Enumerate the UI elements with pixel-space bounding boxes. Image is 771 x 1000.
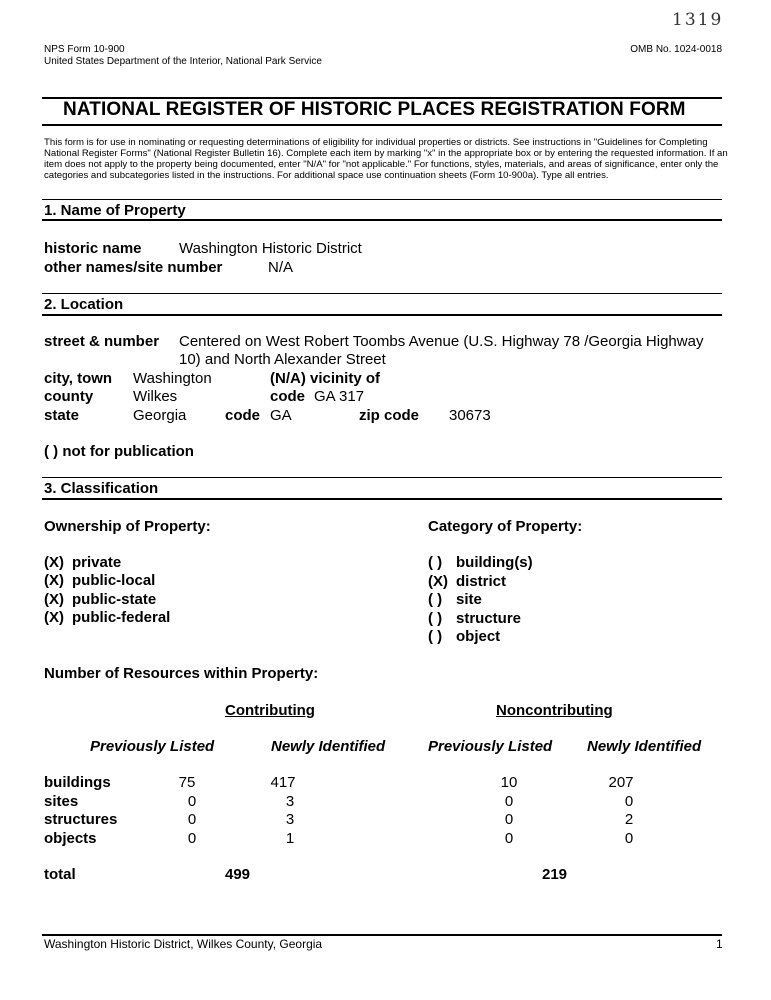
- page-number: 1: [716, 937, 723, 951]
- historic-name-label: historic name: [44, 240, 142, 257]
- noncontributing-previous-cell: 10: [500, 774, 518, 791]
- vicinity-field: (N/A) vicinity of: [270, 370, 381, 387]
- total-contributing: 499: [225, 866, 251, 883]
- ownership-mark: (X): [44, 609, 64, 626]
- section2-rule-top: [42, 293, 722, 294]
- ownership-mark: (X): [44, 572, 64, 589]
- col-noncontributing-newly-identified: Newly Identified: [587, 738, 702, 755]
- noncontributing-new-cell: 2: [624, 811, 634, 828]
- street-label: street & number: [44, 333, 160, 350]
- resource-row-label: sites: [44, 793, 79, 810]
- total-label: total: [44, 866, 76, 883]
- other-names-label: other names/site number: [44, 259, 223, 276]
- zip-label: zip code: [359, 407, 420, 424]
- category-label: object: [456, 628, 501, 645]
- city-label: city, town: [44, 370, 113, 387]
- county-value: Wilkes: [133, 388, 178, 405]
- category-label: site: [456, 591, 482, 608]
- noncontributing-previous-cell: 0: [504, 830, 514, 847]
- county-code-label: code: [270, 388, 306, 405]
- form-number: NPS Form 10-900: [44, 44, 125, 55]
- not-for-publication: ( ) not for publication: [44, 443, 194, 460]
- contributing-previous-cell: 75: [178, 774, 196, 791]
- county-label: county: [44, 388, 94, 405]
- footer-property-name: Washington Historic District, Wilkes County, Georgia: [44, 937, 323, 951]
- noncontributing-previous-cell: 0: [504, 793, 514, 810]
- contributing-new-cell: 3: [285, 811, 295, 828]
- state-code-value: GA: [270, 407, 292, 424]
- street-line-1: Centered on West Robert Toombs Avenue (U.S. Highway 78 /Georgia Highway: [179, 333, 704, 350]
- col-noncontributing-previously-listed: Previously Listed: [428, 738, 553, 755]
- street-line-2: 10) and North Alexander Street: [179, 351, 386, 368]
- contributing-previous-cell: 0: [187, 830, 197, 847]
- omb-number: OMB No. 1024-0018: [630, 44, 722, 55]
- resource-row-label: structures: [44, 811, 118, 828]
- footer-rule: [42, 934, 722, 936]
- noncontributing-new-cell: 0: [624, 793, 634, 810]
- city-value: Washington: [133, 370, 212, 387]
- col-contributing-previously-listed: Previously Listed: [90, 738, 215, 755]
- section1-rule-top: [42, 199, 722, 200]
- resource-row-label: objects: [44, 830, 97, 847]
- resource-row-label: buildings: [44, 774, 111, 791]
- ownership-label: public-state: [72, 591, 157, 608]
- contributing-new-cell: 3: [285, 793, 295, 810]
- ownership-label: public-local: [72, 572, 156, 589]
- ownership-label: private: [72, 554, 122, 571]
- col-contributing-newly-identified: Newly Identified: [271, 738, 386, 755]
- form-title: NATIONAL REGISTER OF HISTORIC PLACES REGISTRATION FORM: [63, 99, 686, 120]
- noncontributing-previous-cell: 0: [504, 811, 514, 828]
- title-rule-bottom: [42, 124, 722, 126]
- contributing-new-cell: 1: [285, 830, 295, 847]
- section3-heading: 3. Classification: [44, 480, 159, 497]
- ownership-mark: (X): [44, 554, 64, 571]
- form-instructions: This form is for use in nominating or requesting determinations of eligibility for individual properties or districts. See instructions in "Guidelines for Completing National Register Forms" (National Register Bulletin 16). Complete each item by marking "x" in the appropriate box or by entering the requested information. If an item does not apply to the property being documented, enter "N/A" for "not applicable." For functions, styles, materials, and areas of significance, enter only the categories and subcategories listed in the instructions. For additional space use continuation sheets (Form 10-900a). Type all entries.: [44, 137, 728, 181]
- resources-heading: Number of Resources within Property:: [44, 665, 319, 682]
- category-mark: (X): [428, 573, 448, 590]
- zip-value: 30673: [449, 407, 491, 424]
- ownership-label: public-federal: [72, 609, 171, 626]
- total-noncontributing: 219: [542, 866, 568, 883]
- category-label: structure: [456, 610, 522, 627]
- noncontributing-heading: Noncontributing: [496, 702, 613, 719]
- section2-rule-bottom: [42, 314, 722, 316]
- contributing-previous-cell: 0: [187, 811, 197, 828]
- other-names-value: N/A: [268, 259, 294, 276]
- category-mark: ( ): [428, 610, 443, 627]
- category-mark: ( ): [428, 628, 443, 645]
- ownership-heading: Ownership of Property:: [44, 518, 211, 535]
- contributing-heading: Contributing: [225, 702, 315, 719]
- contributing-new-cell: 417: [270, 774, 296, 791]
- noncontributing-new-cell: 0: [624, 830, 634, 847]
- section3-rule-bottom: [42, 498, 722, 500]
- category-label: district: [456, 573, 507, 590]
- state-code-label: code: [225, 407, 261, 424]
- department-name: United States Department of the Interior, National Park Service: [44, 56, 322, 67]
- section1-rule-bottom: [42, 219, 722, 221]
- section2-heading: 2. Location: [44, 296, 124, 313]
- section1-heading: 1. Name of Property: [44, 202, 186, 219]
- category-heading: Category of Property:: [428, 518, 583, 535]
- ownership-mark: (X): [44, 591, 64, 608]
- state-value: Georgia: [133, 407, 187, 424]
- category-mark: ( ): [428, 591, 443, 608]
- handwritten-number: 1319: [672, 10, 724, 30]
- category-mark: ( ): [428, 554, 443, 571]
- contributing-previous-cell: 0: [187, 793, 197, 810]
- state-label: state: [44, 407, 80, 424]
- category-label: building(s): [456, 554, 533, 571]
- noncontributing-new-cell: 207: [608, 774, 634, 791]
- section3-rule-top: [42, 477, 722, 478]
- historic-name-value: Washington Historic District: [179, 240, 362, 257]
- county-code-value: GA 317: [314, 388, 365, 405]
